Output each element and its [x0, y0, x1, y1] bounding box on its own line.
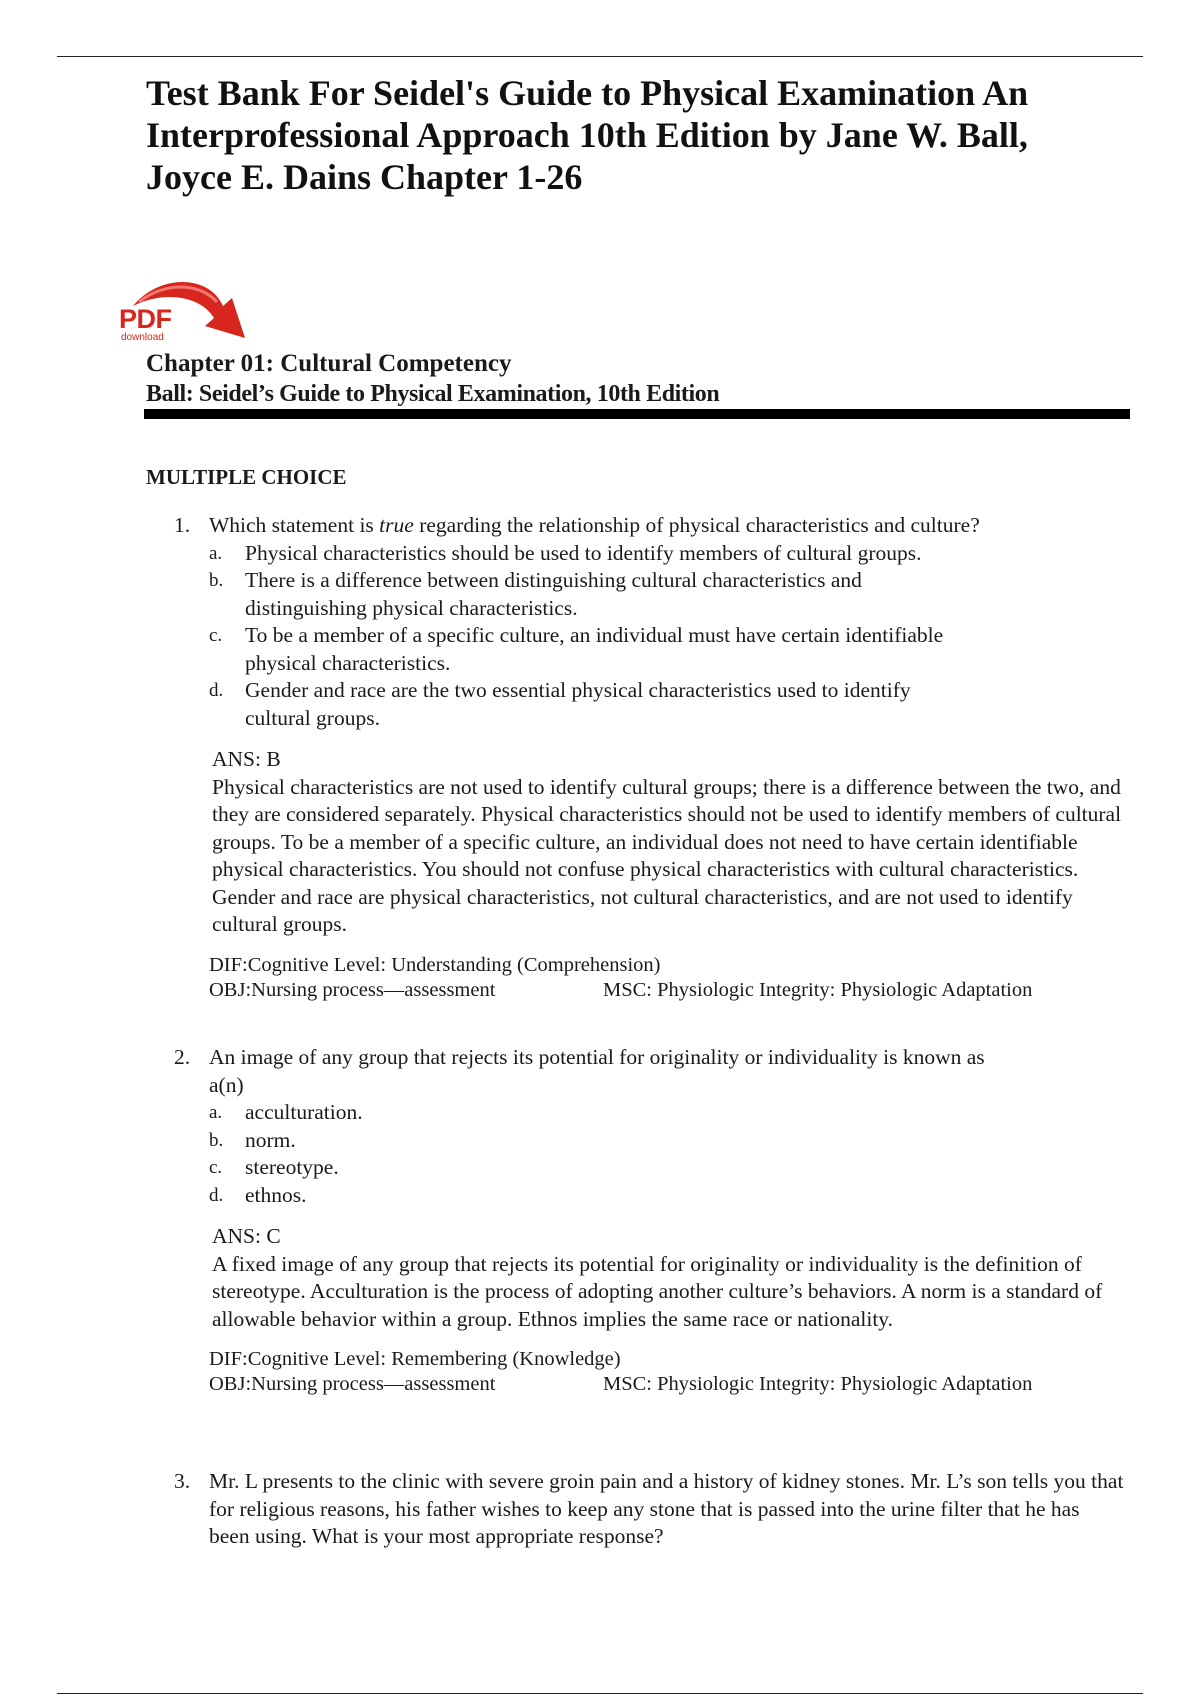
answer-options: [174, 1099, 1124, 1209]
question-number: 3.: [174, 1469, 191, 1493]
pdf-logo-sublabel: download: [121, 332, 164, 343]
option-b: b. norm.: [209, 1127, 296, 1152]
question-metadata: [174, 953, 1124, 1003]
question-1: [174, 512, 1124, 1003]
book-subtitle: Ball: Seidel’s Guide to Physical Examination, 10th Edition: [146, 381, 720, 407]
question-2: [174, 1044, 1124, 1397]
msc-category: MSC: Physiologic Integrity: Physiologic Adaptation: [603, 978, 1033, 1001]
page-top-rule: [57, 56, 1143, 57]
answer-options: [174, 540, 1124, 733]
option-d: d. ethnos.: [209, 1182, 307, 1207]
difficulty: DIF:Cognitive Level: Remembering (Knowledge): [209, 1348, 621, 1370]
pdf-download-logo[interactable]: [119, 276, 269, 346]
question-metadata: [174, 1347, 1124, 1397]
option-d: d. Gender and race are the two essential physical characteristics used to identify cultural groups.: [209, 678, 911, 730]
question-number: 1.: [174, 513, 191, 537]
question-3: [174, 1468, 1124, 1551]
answer-key: ANS: C: [212, 1224, 281, 1248]
answer-key: ANS: B: [212, 747, 281, 771]
objective: OBJ:Nursing process—assessment: [209, 1373, 496, 1395]
section-heading: MULTIPLE CHOICE: [146, 465, 347, 489]
option-a: a. Physical characteristics should be used to identify members of cultural groups.: [209, 540, 922, 565]
option-c: c. To be a member of a specific culture, an individual must have certain identifiable physical characteristics.: [209, 623, 944, 675]
page-bottom-rule: [57, 1693, 1143, 1694]
option-a: a. acculturation.: [209, 1100, 363, 1124]
question-stem: 1. Which statement is true regarding the relationship of physical characteristics and culture?: [174, 512, 1124, 540]
emphasis-true: true: [379, 513, 414, 537]
option-c: c. stereotype.: [209, 1155, 339, 1179]
chapter-title: Chapter 01: Cultural Competency: [146, 350, 512, 377]
difficulty: DIF:Cognitive Level: Understanding (Comprehension): [209, 953, 661, 976]
option-b: b. There is a difference between distinguishing cultural characteristics and distinguishing physical characteristics.: [209, 568, 862, 620]
rationale: Physical characteristics are not used to identify cultural groups; there is a difference between the two, and they are considered separately. Physical characteristics should not be used to identify members of cultural groups. To be a member of a specific culture, an individual does not need to have certain identifiable physical characteristics. You should not confuse physical characteristics with cultural characteristics. Gender and race are physical characteristics, not cultural characteristics, and are not used to identify cultural groups.: [212, 774, 1122, 936]
rationale: A fixed image of any group that rejects its potential for originality or individuality is the definition of stereotype. Acculturation is the process of adopting another culture’s behaviors. A norm is a standard of allowable behavior within a group. Ethnos implies the same race or nationality.: [212, 1251, 1103, 1331]
objective: OBJ:Nursing process—assessment: [209, 978, 496, 1001]
chapter-header: [146, 349, 719, 409]
question-stem: 3. Mr. L presents to the clinic with severe groin pain and a history of kidney stones. Mr. L’s son tells you that for religious reasons, his father wishes to keep any stone that is passed into the urine filter that he has been using. What is your most appropriate response?: [174, 1469, 1124, 1548]
document-title: Test Bank For Seidel's Guide to Physical Examination An Interprofessional Approach 10th Edition by Jane W. Ball, Joyce E. Dains Chapter 1-26: [146, 73, 1029, 197]
msc-category: MSC: Physiologic Integrity: Physiologic Adaptation: [603, 1373, 1033, 1395]
question-number: 2.: [174, 1045, 191, 1069]
question-stem: 2. An image of any group that rejects its potential for originality or individuality is known as a(n): [174, 1045, 985, 1097]
pdf-logo-label: PDF: [119, 304, 172, 334]
chapter-divider: [144, 409, 1130, 419]
